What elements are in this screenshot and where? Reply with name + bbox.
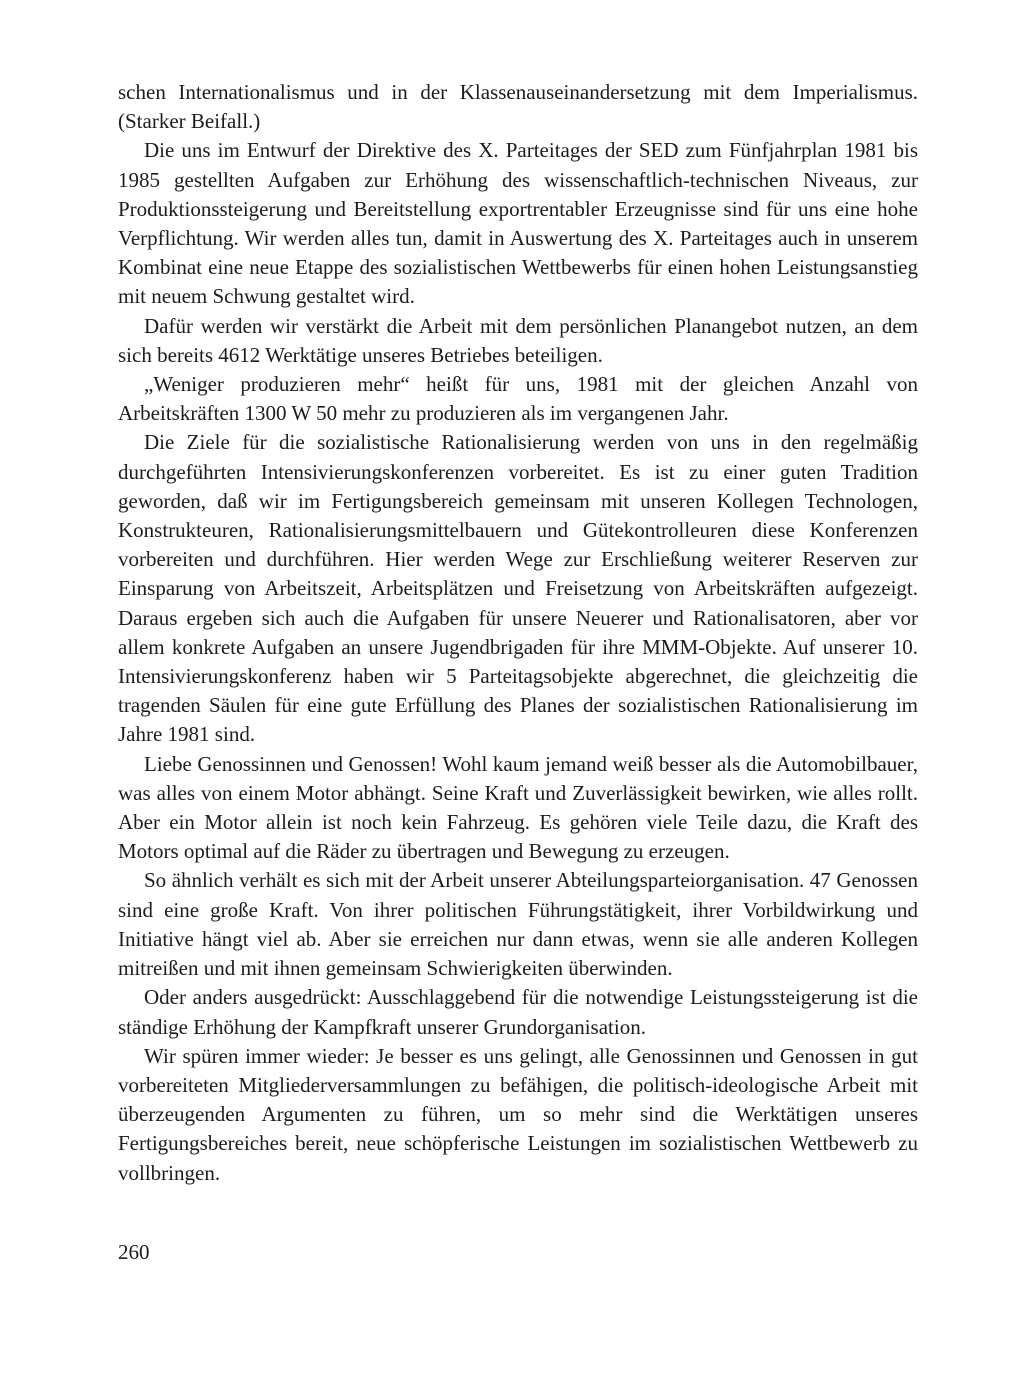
paragraph: schen Internationalismus und in der Klassenauseinandersetzung mit dem Imperialismus. (Starker Beifall.) <box>118 80 918 134</box>
page-number: 260 <box>118 1240 150 1264</box>
paragraph: So ähnlich verhält es sich mit der Arbeit unserer Abteilungsparteiorganisation. 47 Genossen sind eine große Kraft. Von ihrer politischen Führungstätigkeit, ihrer Vorbildwirkung und Initiative hängt viel ab. Aber sie erreichen nur dann etwas, wenn sie alle anderen Kollegen mitreißen und mit ihnen gemeinsam Schwierigkeiten überwinden. <box>118 868 918 981</box>
paragraph: Die uns im Entwurf der Direktive des X. Parteitages der SED zum Fünfjahrplan 1981 bis 1985 gestellten Aufgaben zur Erhöhung des wissenschaftlich-technischen Niveaus, zur Produktionssteigerung und Bereitstellung exportrentabler Erzeugnisse sind für uns eine hohe Verpflichtung. Wir werden alles tun, damit in Auswertung des X. Parteitages auch in unserem Kombinat eine neue Etappe des sozialistischen Wettbewerbs für einen hohen Leistungsanstieg mit neuem Schwung gestaltet wird. <box>118 138 918 309</box>
paragraph: Oder anders ausgedrückt: Ausschlaggebend für die notwendige Leistungssteigerung ist die ständige Erhöhung der Kampfkraft unserer Grundorganisation. <box>118 985 918 1039</box>
paragraph: Wir spüren immer wieder: Je besser es uns gelingt, alle Genossinnen und Genossen in gut vorbereiteten Mitgliederversammlungen zu befähigen, die politisch-ideologische Arbeit mit überzeugenden Argumenten zu führen, um so mehr sind die Werktätigen unseres Fertigungsbereiches bereit, neue schöpferische Leistungen im sozialistischen Wettbewerb zu vollbringen. <box>118 1043 918 1185</box>
paragraph: Die Ziele für die sozialistische Rationalisierung werden von uns in den regelmäßig durchgeführten Intensivierungskonferenzen vorbereitet. Es ist zu einer guten Tradition geworden, daß wir im Fertigungsbereich gemeinsam mit unseren Kollegen Technologen, Konstrukteuren, Rationalisierungsmittelbauern und Gütekontrolleuren diese Konferenzen vorbereiten und durchführen. Hier werden Wege zur Erschließung weiterer Reserven zur Einsparung von Arbeitszeit, Arbeitsplätzen und Freisetzung von Arbeitskräften aufgezeigt. Daraus ergeben sich auch die Aufgaben für unsere Neuerer und Rationalisatoren, aber vor allem konkrete Aufgaben an unsere Jugendbrigaden für ihre MMM-Objekte. Auf unserer 10. Intensivierungskonferenz haben wir 5 Parteitagsobjekte abgerechnet, die gleichzeitig die tragenden Säulen für eine gute Erfüllung des Planes der sozialistischen Rationalisierung im Jahre 1981 sind. <box>118 430 918 747</box>
paragraph: „Weniger produzieren mehr“ heißt für uns, 1981 mit der gleichen Anzahl von Arbeitskräften 1300 W 50 mehr zu produzieren als im vergangenen Jahr. <box>118 372 918 426</box>
page-body <box>118 78 918 1188</box>
paragraph: Dafür werden wir verstärkt die Arbeit mit dem persönlichen Planangebot nutzen, an dem sich bereits 4612 Werktätige unseres Betriebes beteiligen. <box>118 313 918 367</box>
paragraph: Liebe Genossinnen und Genossen! Wohl kaum jemand weiß besser als die Automobilbauer, was alles von einem Motor abhängt. Seine Kraft und Zuverlässigkeit bewirken, wie alles rollt. Aber ein Motor allein ist noch kein Fahrzeug. Es gehören viele Teile dazu, die Kraft des Motors optimal auf die Räder zu übertragen und Bewegung zu erzeugen. <box>118 751 918 864</box>
